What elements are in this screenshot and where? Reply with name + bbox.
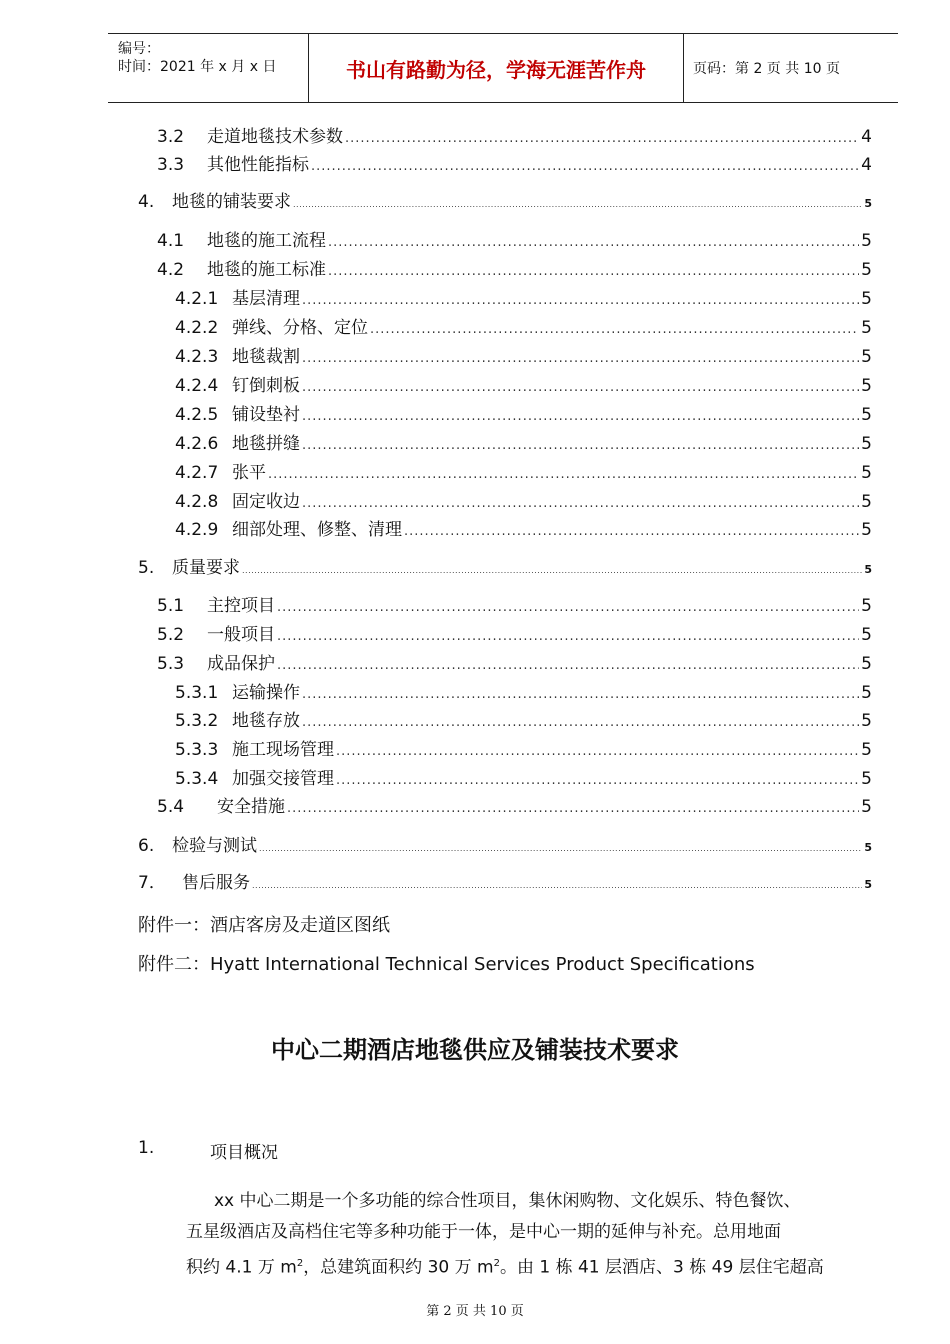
toc-entry-number: 3.2 [157,127,185,147]
toc-entry-page: 5 [861,492,872,512]
toc-entry-title: 其他性能指标 [207,155,309,175]
toc-entry-page: 5 [861,625,872,645]
toc-entry-title: 加强交接管理 [232,769,334,789]
toc-entry-title: 地毯裁割 [232,347,300,367]
toc-dot-leader [287,798,859,820]
header-serial-label: 编号： [118,41,160,57]
toc-entry-page: 5 [861,463,872,483]
toc-entry[interactable] [157,653,872,677]
paragraph-line: 积约 4.1 万 $m^2$，总建筑面积约 30 万 $m^2$。由 1 栋 41 层酒店、3 栋 49 层住宅超高 [186,1257,824,1278]
toc-dot-leader [345,128,859,150]
toc-entry[interactable] [175,404,872,428]
annex-2: 附件二：Hyatt International Technical Services Product Specifications [138,954,755,975]
toc-dot-leader [311,156,859,178]
toc-entry-page: 5 [861,769,872,789]
toc-entry-page: 5 [861,711,872,731]
toc-entry-number: 4.2 [157,260,185,280]
toc-entry-number: 4.1 [157,231,185,251]
toc-entry[interactable] [175,491,872,515]
toc-entry[interactable] [175,710,872,734]
toc-dot-leader [302,290,859,312]
toc-entry-title: 地毯的铺装要求 [172,192,291,212]
toc-entry-number: 5. [138,558,155,578]
annex-1: 附件一：酒店客房及走道区图纸 [138,915,390,936]
toc-entry-number: 5.3.2 [175,711,219,731]
toc-dot-leader [259,838,862,860]
toc-entry-number: 4.2.1 [175,289,219,309]
section-1-number: 1. [138,1138,155,1158]
toc-entry-title: 地毯拼缝 [232,434,300,454]
page-footer: 第 2 页 共 10 页 [426,1304,524,1319]
toc-dot-leader [302,712,859,734]
toc-entry-number: 5.3.1 [175,683,219,703]
toc-entry-title: 主控项目 [207,596,275,616]
toc-dot-leader [302,406,859,428]
toc-entry-title: 张平 [232,463,266,483]
toc-entry-page: 5 [861,289,872,309]
toc-entry-number: 4.2.7 [175,463,219,483]
toc-dot-leader [302,684,859,706]
toc-dot-leader [302,348,859,370]
toc-entry-number: 4.2.8 [175,492,219,512]
toc-entry-number: 5.3 [157,654,185,674]
toc-entry[interactable] [175,346,872,370]
toc-dot-leader [242,560,862,582]
toc-entry-page: 5 [861,654,872,674]
toc-entry-number: 4.2.5 [175,405,219,425]
toc-dot-leader [302,493,859,515]
toc-dot-leader [328,261,859,283]
toc-entry[interactable] [157,230,872,254]
toc-entry[interactable] [157,126,872,150]
toc-entry[interactable] [138,835,872,860]
toc-entry-title: 施工现场管理 [232,740,334,760]
toc-entry-title: 一般项目 [207,625,275,645]
toc-entry[interactable] [175,462,872,486]
toc-entry-title: 质量要求 [172,558,240,578]
toc-entry-title: 地毯的施工标准 [207,260,326,280]
toc-entry-page: 5 [861,260,872,280]
toc-entry[interactable] [157,259,872,283]
toc-entry-number: 3.3 [157,155,185,175]
toc-entry-number: 4.2.6 [175,434,219,454]
toc-entry[interactable] [138,191,872,216]
toc-entry-title: 走道地毯技术参数 [207,127,343,147]
toc-entry-title: 地毯存放 [232,711,300,731]
toc-entry-number: 5.2 [157,625,185,645]
toc-entry-page: 5 [861,405,872,425]
toc-entry[interactable] [175,768,872,792]
header-meta-cell [108,34,308,102]
toc-entry[interactable] [157,796,872,820]
toc-entry-page: 5 [864,841,872,854]
toc-entry[interactable] [157,595,872,619]
toc-dot-leader [293,194,862,216]
toc-entry-title: 钉倒刺板 [232,376,300,396]
toc-entry-title: 细部处理、修整、清理 [232,520,402,540]
toc-entry-number: 5.3.3 [175,740,219,760]
toc-entry-number: 5.3.4 [175,769,219,789]
toc-entry-title: 运输操作 [232,683,300,703]
toc-entry-page: 5 [864,878,872,891]
toc-dot-leader [268,464,859,486]
toc-entry[interactable] [157,154,872,178]
toc-entry-title: 安全措施 [217,797,285,817]
toc-entry-number: 4.2.3 [175,347,219,367]
document-title: 中心二期酒店地毯供应及铺装技术要求 [271,1035,679,1064]
toc-entry-page: 5 [861,376,872,396]
toc-entry-page: 5 [864,563,872,576]
toc-entry-title: 弹线、分格、定位 [232,318,368,338]
toc-entry-page: 5 [861,434,872,454]
toc-entry-title: 售后服务 [182,873,250,893]
toc-entry-number: 5.1 [157,596,185,616]
toc-entry-page: 5 [861,740,872,760]
toc-dot-leader [277,597,859,619]
toc-entry[interactable] [138,872,872,897]
toc-entry-number: 4.2.9 [175,520,219,540]
toc-dot-leader [370,319,859,341]
toc-entry-title: 基层清理 [232,289,300,309]
toc-entry-page: 5 [864,197,872,210]
toc-dot-leader [252,875,862,897]
toc-entry[interactable] [175,519,872,543]
toc-entry-title: 检验与测试 [172,836,257,856]
header-date: 时间：2021 年 x 月 x 日 [118,59,277,75]
toc-dot-leader [328,232,859,254]
toc-entry-page: 5 [861,231,872,251]
project-overview-paragraph [186,1186,866,1284]
toc-entry-number: 4. [138,192,155,212]
toc-entry-number: 4.2.2 [175,318,219,338]
toc-entry-title: 成品保护 [207,654,275,674]
toc-entry-page: 4 [861,155,872,175]
toc-dot-leader [336,741,859,763]
toc-entry[interactable] [175,317,872,341]
toc-entry[interactable] [138,557,872,582]
page-header [108,33,898,103]
toc-entry-number: 7． [138,873,166,893]
toc-entry-number: 6. [138,836,155,856]
paragraph-line: xx 中心二期是一个多功能的综合性项目，集休闲购物、文化娱乐、特色餐饮、 [214,1191,801,1211]
toc-entry-page: 5 [861,596,872,616]
toc-entry-title: 铺设垫衬 [232,405,300,425]
header-page-info: 页码：第 2 页 共 10 页 [693,61,840,77]
toc-entry-number: 4.2.4 [175,376,219,396]
toc-entry-number: 5.4 [157,797,185,817]
toc-entry-page: 4 [861,127,872,147]
section-1-title: 项目概况 [210,1143,278,1163]
toc-entry[interactable] [175,682,872,706]
toc-entry-page: 5 [861,520,872,540]
toc-dot-leader [336,770,859,792]
toc-entry[interactable] [175,433,872,457]
toc-entry-page: 5 [861,347,872,367]
toc-entry[interactable] [157,624,872,648]
toc-dot-leader [277,626,859,648]
paragraph-line: 五星级酒店及高档住宅等多种功能于一体，是中心一期的延伸与补充。总用地面 [186,1222,781,1242]
toc-entry-title: 固定收边 [232,492,300,512]
toc-dot-leader [302,377,859,399]
toc-dot-leader [404,521,859,543]
toc-entry[interactable] [175,739,872,763]
toc-entry[interactable] [175,375,872,399]
header-motto: 书山有路勤为径，学海无涯苦作舟 [308,34,684,102]
toc-entry-page: 5 [861,797,872,817]
toc-entry-page: 5 [861,683,872,703]
toc-entry-page: 5 [861,318,872,338]
toc-entry[interactable] [175,288,872,312]
toc-dot-leader [302,435,859,457]
toc-dot-leader [277,655,859,677]
toc-entry-title: 地毯的施工流程 [207,231,326,251]
